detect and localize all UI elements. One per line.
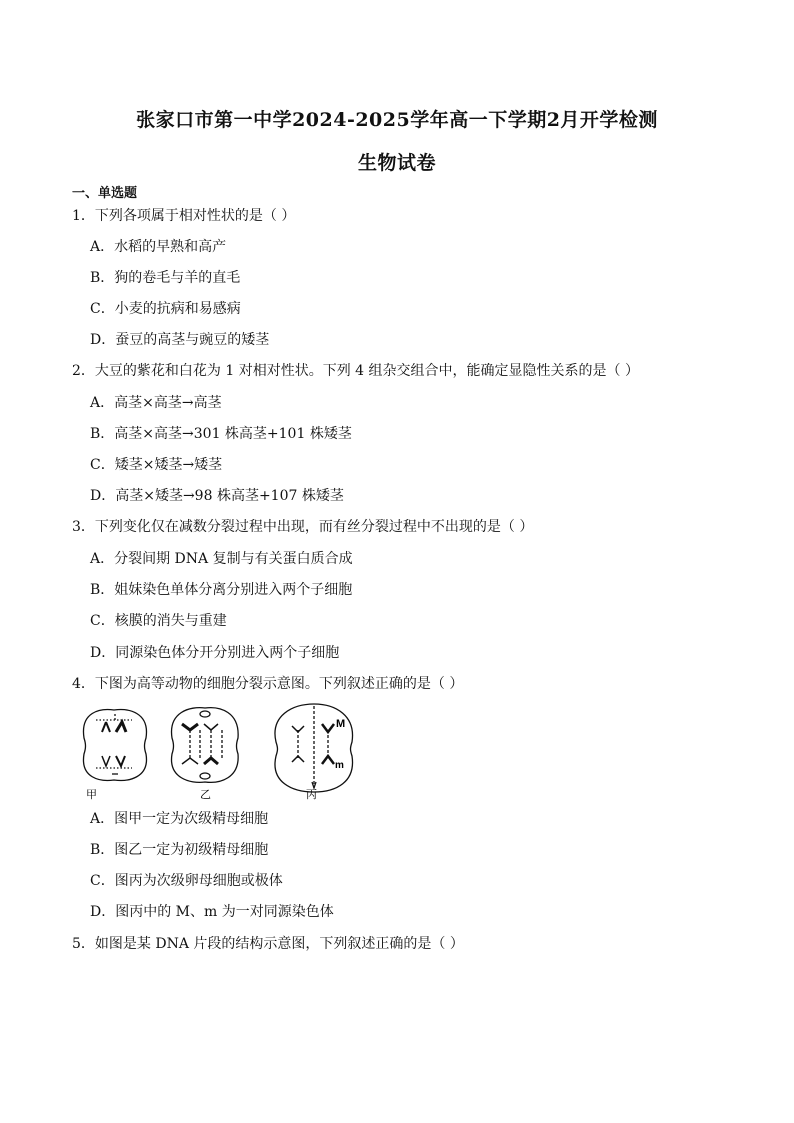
gene-label-M: M bbox=[336, 718, 346, 730]
question-3-option-b: B．姐妹染色单体分离分别进入两个子细胞 bbox=[90, 582, 353, 598]
section-heading: 一、单选题 bbox=[72, 186, 138, 201]
question-1-option-a: A．水稻的早熟和高产 bbox=[90, 239, 227, 255]
question-2-option-c: C．矮茎×矮茎→矮茎 bbox=[90, 457, 223, 473]
question-2-option-a: A．高茎×高茎→高茎 bbox=[90, 395, 222, 411]
gene-label-m: m bbox=[335, 760, 344, 771]
question-3-option-c: C．核膜的消失与重建 bbox=[90, 613, 227, 629]
figure-label-jia: 甲 bbox=[86, 788, 97, 800]
figure-label-yi: 乙 bbox=[200, 788, 211, 800]
cell-division-figure bbox=[72, 702, 372, 800]
exam-title: 张家口市第一中学2024-2025学年高一下学期2月开学检测 bbox=[136, 109, 658, 131]
question-1-stem: 1．下列各项属于相对性状的是（ ） bbox=[72, 208, 296, 224]
question-1-option-d: D．蚕豆的高茎与豌豆的矮茎 bbox=[90, 332, 270, 348]
cell-yi bbox=[172, 708, 239, 783]
question-1-option-b: B．狗的卷毛与羊的直毛 bbox=[90, 270, 241, 286]
exam-subtitle: 生物试卷 bbox=[357, 152, 436, 174]
question-2-option-d: D．高茎×矮茎→98 株高茎+107 株矮茎 bbox=[90, 488, 344, 504]
question-5-stem: 5．如图是某 DNA 片段的结构示意图，下列叙述正确的是（ ） bbox=[72, 936, 464, 952]
question-2-stem: 2．大豆的紫花和白花为 1 对相对性状。下列 4 组杂交组合中，能确定显隐性关系的是（ ） bbox=[72, 363, 639, 379]
question-1-option-c: C．小麦的抗病和易感病 bbox=[90, 301, 241, 317]
figure-label-bing: 丙 bbox=[306, 788, 317, 800]
question-4-option-c: C．图丙为次级卵母细胞或极体 bbox=[90, 873, 283, 889]
question-3-option-d: D．同源染色体分开分别进入两个子细胞 bbox=[90, 645, 340, 661]
question-4-option-b: B．图乙一定为初级精母细胞 bbox=[90, 842, 269, 858]
question-4-stem: 4．下图为高等动物的细胞分裂示意图。下列叙述正确的是（ ） bbox=[72, 676, 464, 692]
question-4-option-a: A．图甲一定为次级精母细胞 bbox=[90, 811, 269, 827]
question-4-option-d: D．图丙中的 M、m 为一对同源染色体 bbox=[90, 904, 334, 920]
question-2-option-b: B．高茎×高茎→301 株高茎+101 株矮茎 bbox=[90, 426, 352, 442]
question-3-stem: 3．下列变化仅在减数分裂过程中出现，而有丝分裂过程中不出现的是（ ） bbox=[72, 519, 534, 535]
question-3-option-a: A．分裂间期 DNA 复制与有关蛋白质合成 bbox=[90, 551, 353, 567]
cell-jia bbox=[83, 710, 146, 781]
